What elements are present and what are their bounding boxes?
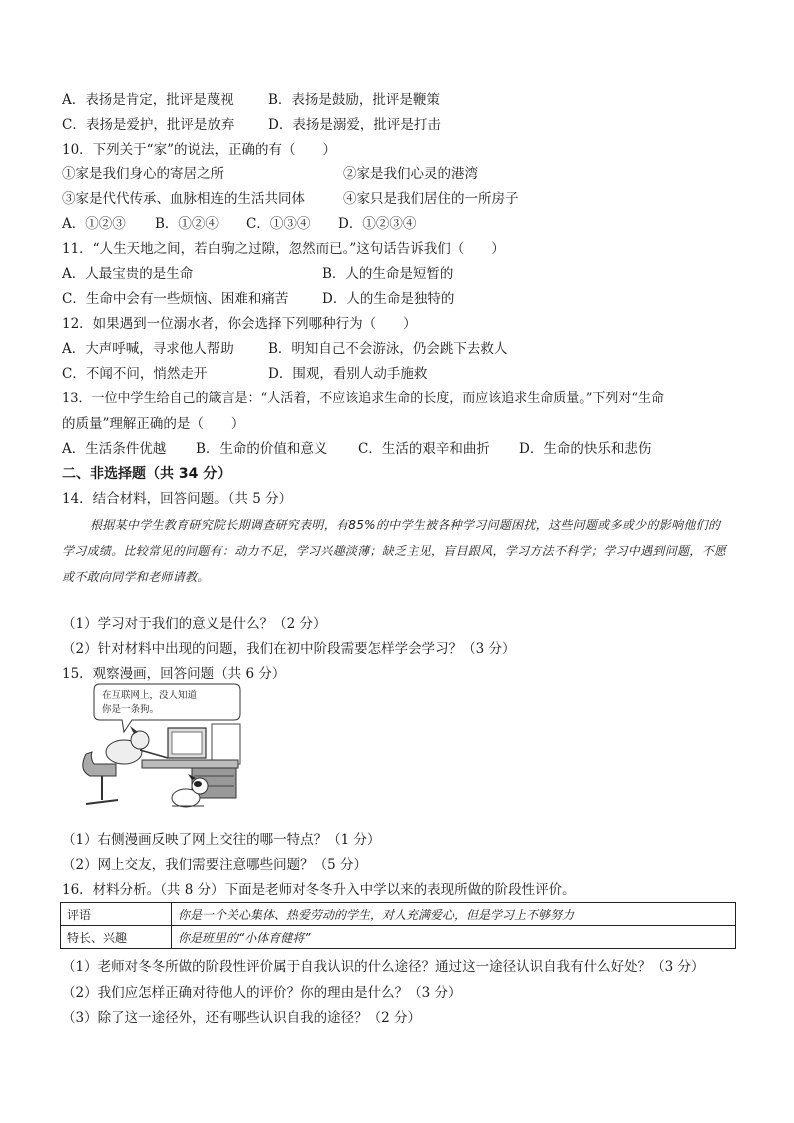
q9-option-a: A．表扬是肯定，批评是蔑视 bbox=[62, 92, 234, 108]
q10-statement-2: ②家是我们心灵的港湾 bbox=[343, 166, 478, 182]
q13-stem-line2: 的质量”理解正确的是（ ） bbox=[62, 416, 245, 432]
q10-option-a: A．①②③ bbox=[62, 216, 126, 232]
q15-stem: 15．观察漫画，回答问题（共 6 分） bbox=[62, 666, 286, 682]
q12-stem: 12．如果遇到一位溺水者，你会选择下列哪种行为（ ） bbox=[62, 316, 417, 332]
q13-option-b: B．生命的价值和意义 bbox=[196, 441, 328, 457]
q15-part2: （2）网上交友，我们需要注意哪些问题？（5 分） bbox=[62, 857, 367, 873]
q12-option-a: A．大声呼喊，寻求他人帮助 bbox=[62, 341, 234, 357]
q9-option-b: B．表扬是鼓励，批评是鞭策 bbox=[268, 92, 440, 108]
comic-bubble-line2: 你是一条狗。 bbox=[102, 704, 160, 715]
q15-part1: （1）右侧漫画反映了网上交往的哪一特点？（1 分） bbox=[62, 832, 381, 848]
q13-option-c: C．生活的艰辛和曲折 bbox=[358, 441, 490, 457]
q14-material: 根据某中学生教育研究院长期调查研究表明，有85%的中学生被各种学习问题困扰，这些问题或多或少的影响他们的学习成绩。比较常见的问题有：动力不足，学习兴趣淡薄；缺乏主见，盲目跟风，学习方法不科学；学习中遇到问题，不愿或不敢向同学和老师请教。 bbox=[62, 518, 727, 584]
q10-option-c: C．①③④ bbox=[246, 216, 311, 232]
q16-part2: （2）我们应怎样正确对待他人的评价？你的理由是什么？（3 分） bbox=[62, 985, 462, 1001]
eval-key-talent: 特长、兴趣 bbox=[61, 926, 172, 949]
q11-option-c: C．生命中会有一些烦恼、困难和痛苦 bbox=[62, 291, 289, 307]
q14-part1: （1）学习对于我们的意义是什么？（2 分） bbox=[62, 616, 327, 632]
q10-option-b: B．①②④ bbox=[155, 216, 219, 232]
q11-option-b: B．人的生命是短暂的 bbox=[322, 266, 454, 282]
q10-stem: 10．下列关于“家”的说法，正确的有（ ） bbox=[62, 142, 336, 158]
q13-stem-line1: 13．一位中学生给自己的箴言是：“人活着，不应该追求生命的长度，而应该追求生命质量。”下列对“生命 bbox=[62, 391, 664, 406]
comic-bubble-line1: 在互联网上，没人知道 bbox=[102, 690, 198, 701]
q16-part3: （3）除了这一途径外，还有哪些认识自我的途径？（2 分） bbox=[62, 1010, 421, 1026]
eval-key-comment: 评语 bbox=[61, 903, 172, 926]
eval-value-talent: 你是班里的“小体育健将” bbox=[172, 926, 736, 949]
q12-option-c: C．不闻不问，悄然走开 bbox=[62, 366, 208, 382]
evaluation-table bbox=[60, 902, 736, 949]
q14-stem: 14．结合材料，回答问题。（共 5 分） bbox=[62, 491, 293, 507]
q11-stem: 11．“人生天地之间，若白驹之过隙，忽然而已。”这句话告诉我们（ ） bbox=[62, 241, 505, 257]
table-row bbox=[61, 903, 736, 926]
q10-statement-1: ①家是我们身心的寄居之所 bbox=[62, 166, 224, 182]
q16-part1: （1）老师对冬冬所做的阶段性评价属于自我认识的什么途径？通过这一途径认识自我有什么好处？（3 分） bbox=[62, 959, 705, 975]
q13-option-d: D．生命的快乐和悲伤 bbox=[519, 441, 652, 457]
q11-option-a: A．人最宝贵的是生命 bbox=[62, 266, 194, 282]
q12-option-d: D．围观，看别人动手施救 bbox=[268, 366, 428, 382]
q10-option-d: D．①②③④ bbox=[338, 216, 417, 232]
q9-option-c: C．表扬是爱护，批评是放弃 bbox=[62, 117, 235, 133]
q11-option-d: D．人的生命是独特的 bbox=[322, 291, 455, 307]
section-heading-non-choice: 二、非选择题（共 34 分） bbox=[62, 466, 232, 482]
internet-dog-comic bbox=[72, 680, 244, 814]
q10-statement-4: ④家只是我们居住的一所房子 bbox=[343, 191, 519, 207]
q9-option-d: D．表扬是溺爱，批评是打击 bbox=[268, 117, 441, 133]
table-row bbox=[61, 926, 736, 949]
q10-statement-3: ③家是代代传承、血脉相连的生活共同体 bbox=[62, 191, 305, 207]
q12-option-b: B．明知自己不会游泳，仍会跳下去救人 bbox=[268, 341, 508, 357]
q14-part2: （2）针对材料中出现的问题，我们在初中阶段需要怎样学会学习？（3 分） bbox=[62, 641, 516, 657]
q13-option-a: A．生活条件优越 bbox=[62, 441, 167, 457]
q16-stem: 16．材料分析。（共 8 分）下面是老师对冬冬升入中学以来的表现所做的阶段性评价。 bbox=[62, 882, 576, 898]
eval-value-comment: 你是一个关心集体、热爱劳动的学生，对人充满爱心，但是学习上不够努力 bbox=[172, 903, 736, 926]
